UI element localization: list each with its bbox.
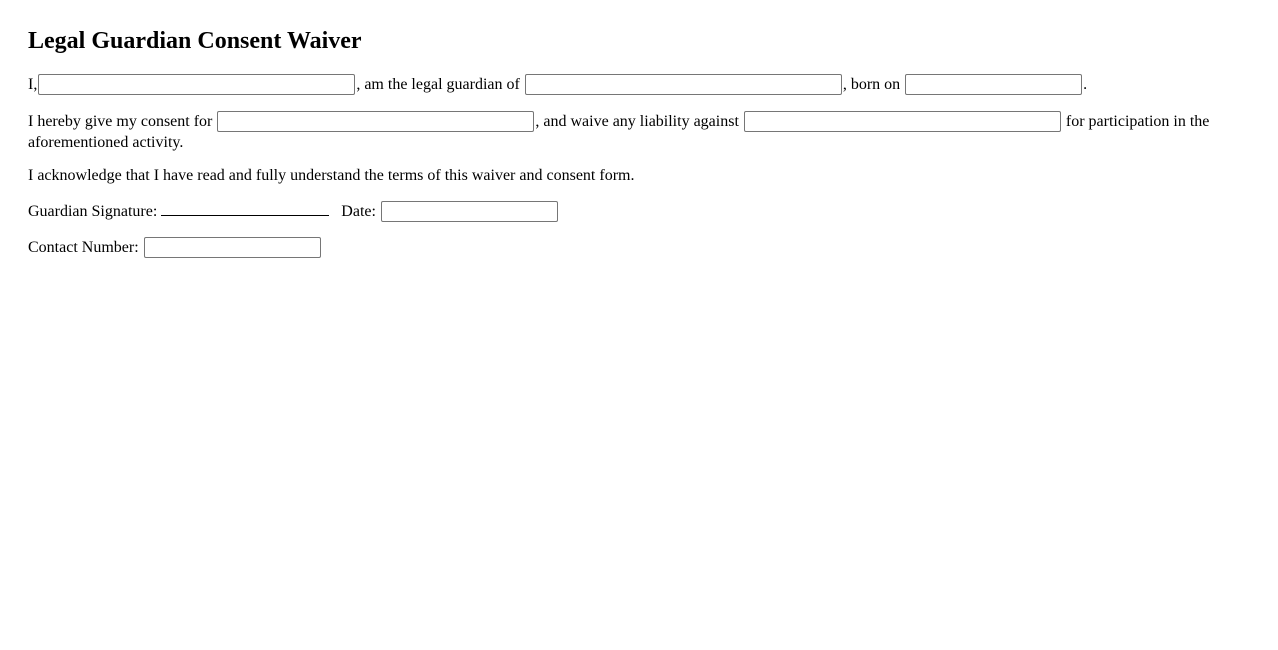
signature-row — [28, 201, 1218, 223]
page-title: Legal Guardian Consent Waiver — [28, 28, 362, 54]
guardian-prefix-text: I, — [28, 76, 38, 94]
contact-row — [28, 238, 1218, 259]
contact-number-input[interactable] — [144, 237, 321, 258]
signature-line[interactable] — [161, 201, 329, 216]
date-label: Date: — [341, 203, 376, 220]
born-on-text: , born on — [842, 76, 901, 94]
consent-statement — [28, 112, 1218, 153]
acknowledgement-text: I acknowledge that I have read and fully understand the terms of this waiver and consent form. — [28, 167, 635, 184]
contact-number-label: Contact Number: — [28, 239, 139, 257]
consent-prefix-text: I hereby give my consent for — [28, 113, 213, 131]
guardian-of-text: , am the legal guardian of — [356, 76, 520, 94]
birth-date-input[interactable] — [905, 74, 1082, 95]
participation-text: for participation in the aforementioned activity. — [28, 113, 1210, 151]
guardian-statement — [28, 75, 1218, 96]
signature-date-input[interactable] — [381, 201, 558, 222]
activity-input[interactable] — [217, 111, 534, 132]
signature-label: Guardian Signature: — [28, 203, 158, 220]
guardian-name-input[interactable] — [38, 74, 355, 95]
organization-input[interactable] — [744, 111, 1061, 132]
statement-period: . — [1083, 76, 1088, 94]
minor-name-input[interactable] — [525, 74, 842, 95]
waive-liability-text: , and waive any liability against — [535, 113, 739, 131]
